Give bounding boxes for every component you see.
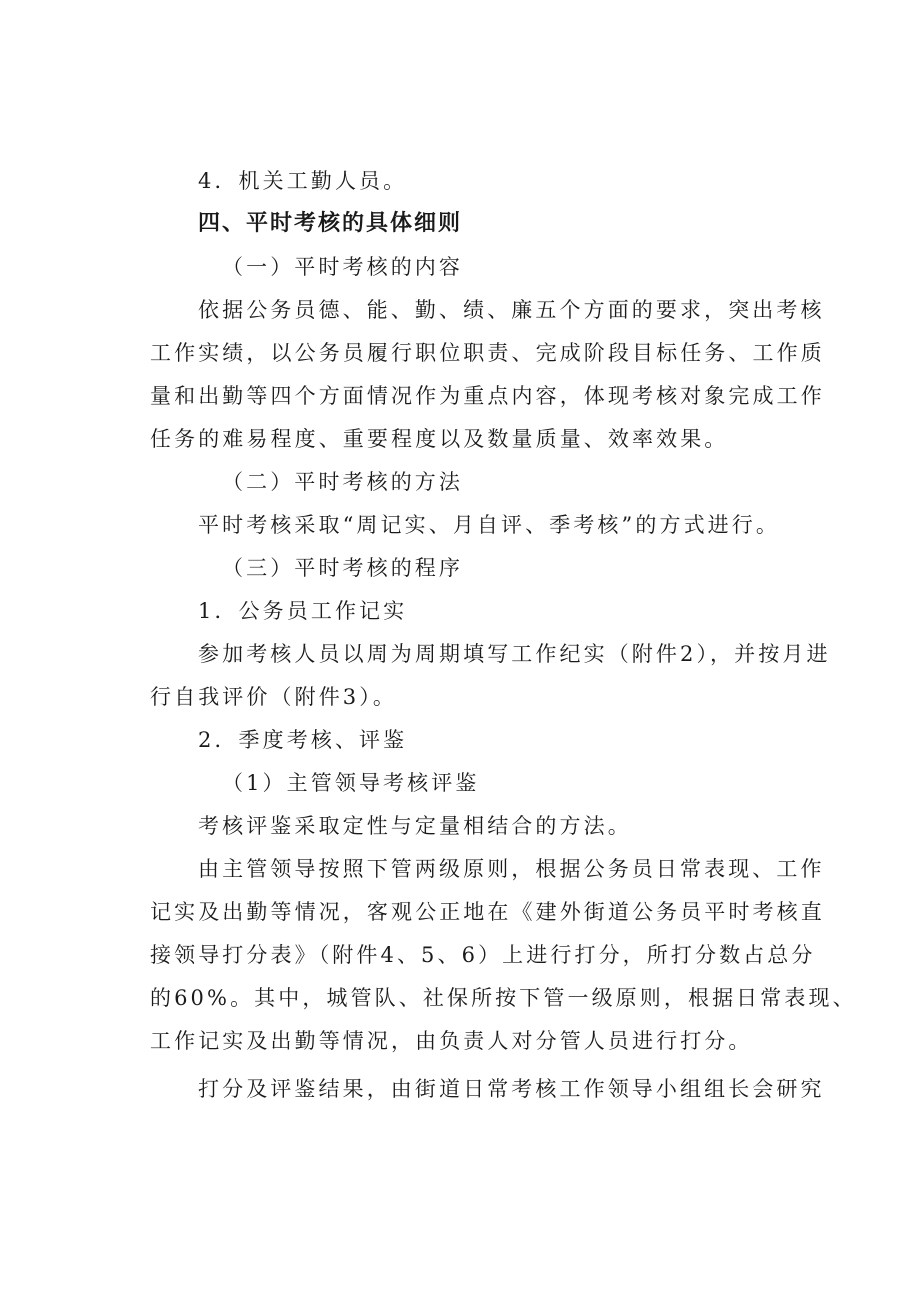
paragraph-line: 工作实绩，以公务员履行职位职责、完成阶段目标任务、工作质 bbox=[150, 341, 825, 365]
paragraph-line: 考核评鉴采取定性与定量相结合的方法。 bbox=[198, 814, 632, 838]
paragraph-line: 工作记实及出勤等情况，由负责人对分管人员进行打分。 bbox=[150, 1029, 753, 1053]
paragraph-line: 行自我评价（附件3）。 bbox=[150, 685, 397, 709]
section-heading-4: 四、平时考核的具体细则 bbox=[198, 211, 463, 236]
subsection-heading-1: （一）平时考核的内容 bbox=[222, 255, 463, 279]
paragraph-line: 的60%。其中，城管队、社保所按下管一级原则，根据日常表现、 bbox=[150, 986, 857, 1010]
step-heading-2: 2．季度考核、评鉴 bbox=[198, 728, 408, 752]
paragraph-line: 依据公务员德、能、勤、绩、廉五个方面的要求，突出考核 bbox=[198, 298, 825, 322]
step-subheading-1: （1）主管领导考核评鉴 bbox=[222, 771, 480, 795]
paragraph-line: 任务的难易程度、重要程度以及数量质量、效率效果。 bbox=[150, 427, 729, 451]
paragraph-line: 打分及评鉴结果，由街道日常考核工作领导小组组长会研究 bbox=[198, 1077, 825, 1101]
paragraph-line: 由主管领导按照下管两级原则，根据公务员日常表现、工作 bbox=[198, 857, 825, 881]
subsection-heading-2: （二）平时考核的方法 bbox=[222, 470, 463, 494]
paragraph-line: 平时考核采取“周记实、月自评、季考核”的方式进行。 bbox=[198, 513, 780, 537]
paragraph-line: 接领导打分表》（附件4、5、6）上进行打分，所打分数占总分 bbox=[150, 943, 816, 967]
step-heading-1: 1．公务员工作记实 bbox=[198, 599, 408, 623]
paragraph-line: 记实及出勤等情况，客观公正地在《建外街道公务员平时考核直 bbox=[150, 900, 825, 924]
list-item-4: 4．机关工勤人员。 bbox=[198, 169, 408, 193]
paragraph-line: 量和出勤等四个方面情况作为重点内容，体现考核对象完成工作 bbox=[150, 384, 825, 408]
paragraph-line: 参加考核人员以周为周期填写工作纪实（附件2），并按月进 bbox=[198, 642, 831, 666]
subsection-heading-3: （三）平时考核的程序 bbox=[222, 556, 463, 580]
